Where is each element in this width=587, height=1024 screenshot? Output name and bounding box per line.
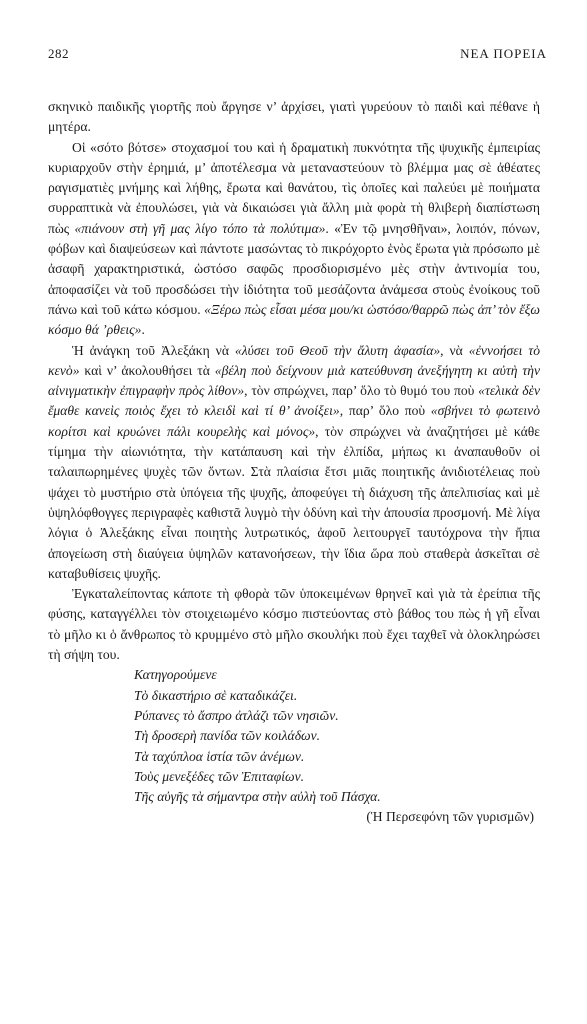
quoted-phrase: «πιάνουν στὴ γῆ μας λίγο τόπο τὰ πολύτιμα»: [74, 220, 326, 236]
paragraph: [48, 584, 540, 665]
text-run: Οἱ «σότο βότσε» στοχασμοί του καὶ ἡ δραματικὴ πυκνότητα τῆς ψυχικῆς ἐμπειρίας κυριαρχοῦν στὴν ἐρημιά, μ’ ἀποτέλεσμα νὰ μεταναστεύουν τὸ βλέμμα μας σὲ ἀθέατες ραγισματιὲς μνήμης καὶ λήθης, ἔρωτα καὶ θανάτου, τὶς ὁποῖες καὶ παλεύει μὲ ποιήματα συρραπτικὰ νὰ ἐπουλώσει, γιὰ νὰ δικαιώσει γιὰ ἄλλη μιὰ φορὰ τὴ θλιβερὴ διαπίστωση πὼς: [48, 139, 540, 236]
poem-line: Ρύπανες τὸ ἄσπρο ἀτλάζι τῶν νησιῶν.: [134, 707, 339, 723]
quoted-phrase: «ἐννοήσει τὸ κενὸ»: [48, 342, 540, 378]
quoted-phrase: «Ξέρω πὼς εἶσαι μέσα μου/κι ὡστόσο/θαρρῶ πὼς ἀπ’ τὸν ἔξω κόσμο θά ’ρθεις»: [48, 301, 540, 338]
text-run: , τὸν σπρώχνει νὰ ἀναζητήσει μὲ κάθε τίμημα τὴν αἰωνιότητα, τὴν κατάπαυση καὶ τὴν ἐλπίδα, μήπως κι ἀναπαυθοῦν οἱ ταλαιπωρημένες ψυχὲς τῶν ὄντων. Στὰ πλαίσια ἔτσι μιᾶς ποιητικῆς ἀνιδιοτέλειας ποὺ ψάχει τὸ μυστήριο στὰ ὑπόγεια τῆς ψυχῆς, ἀποφεύγει τὴ διάχυση τῆς ἀπελπισίας καὶ μὲ ὑψηλόφθογγες περιγραφὲς καθιστᾶ λυγμὸ τὴν ὀδύνη καὶ τὴν ἀπουσία προσμονή. Μὲ λίγα λόγια ὁ Ἀλεξάκης εἶναι ποιητὴς λυτρωτικός, ἀφοῦ λειτουργεῖ ταυτόχρονα τὴν ἤπια ἀπογείωση στὴ διαύγεια ὑψηλῶν κατανοήσεων, τὴν ἴδια ὥρα ποὺ σταθερὰ ἀσκεῖται σὲ καταβυθίσεις ψυχῆς.: [48, 423, 540, 581]
text-run: σκηνικὸ παιδικῆς γιορτῆς ποὺ ἄργησε ν’ ἀρχίσει, γιατὶ γυρεύουν τὸ παιδὶ καὶ πέθανε ἡ μητέρα.: [48, 99, 540, 135]
poem-line: Τὸ δικαστήριο σὲ καταδικάζει.: [134, 687, 298, 703]
quoted-phrase: «βέλη ποὺ δείχνουν μιὰ κατεύθυνση ἀνεξήγητη κι αὐτὴ τὴν αἰνιγματικὴν ἐπιγραφὴν πρὸς λίθον»: [48, 362, 541, 399]
quoted-phrase: «τελικὰ δὲν ἔμαθε κανεὶς ποιὸς ἔχει τὸ κλειδὶ καὶ τί θ’ ἀνοίξει»: [48, 383, 540, 419]
paragraph: [48, 138, 540, 341]
paragraph: [48, 97, 540, 138]
page-number: 282: [48, 46, 69, 61]
poem-line: Τῆς αὐγῆς τὰ σήμαντρα στὴν αὐλὴ τοῦ Πάσχα.: [134, 789, 381, 805]
poem-line: Τὰ ταχύπλοα ἱστία τῶν ἀνέμων.: [134, 748, 305, 764]
text-run: καὶ ν’ ἀκολουθήσει τὰ: [79, 362, 215, 378]
text-run: , νὰ: [440, 342, 469, 358]
text-run: .: [141, 322, 145, 338]
poem-source: (Ἡ Περσεφόνη τῶν γυρισμῶν): [366, 809, 534, 825]
poem-excerpt: [134, 665, 540, 807]
quoted-phrase: «λύσει τοῦ Θεοῦ τὴν ἄλυτη ἀφασία»: [234, 342, 441, 358]
poem-line: Τοὺς μενεξέδες τῶν Ἐπιταφίων.: [134, 768, 305, 784]
body-text: [48, 97, 540, 828]
text-run: , παρ’ ὅλο ποὺ: [339, 403, 431, 419]
running-title: ΝΕΑ ΠΟΡΕΙΑ: [460, 46, 547, 61]
text-run: . «Ἐν τῷ μνησθῆναι», λοιπόν, πόνων, φόβων καὶ διαψεύσεων καὶ πάντοτε μασώντας τὸ πικρόχορτο ἑνὸς ἔρωτα γιὰ πρόσωπο μὲ ἀσαφῆ χαρακτηριστικά, ὡστόσο σαφῶς προσδιορισμένο μὲς στὴν ἀντινομία του, ἀποφασίζει νὰ τοῦ προσδώσει τὴν ἰδιότητα τοῦ μεσάζοντα ἀνάμεσα στοὺς ἐνοίκους τοῦ πάνω καὶ τοῦ κάτω κόσμου.: [48, 220, 540, 317]
poem-line: Τὴ δροσερὴ πανίδα τῶν κοιλάδων.: [134, 728, 321, 744]
text-run: Ἡ ἀνάγκη τοῦ Ἀλεξάκη νὰ: [72, 342, 235, 358]
paragraph: [48, 341, 540, 585]
page-header: [48, 46, 547, 66]
poem-line: Κατηγορούμενε: [134, 667, 217, 683]
text-run: Ἐγκαταλείποντας κάποτε τὴ φθορὰ τῶν ὑποκειμένων θρηνεῖ καὶ γιὰ τὰ ἐρείπια τῆς φύσης, καταγγέλλει τὸν στοιχειωμένο κόσμο πιστεύοντας στὸ βάθος του πὼς ἡ γῆ εἶναι τὸ μῆλο κι ὁ ἄνθρωπος τὸ κρυμμένο στὸ μῆλο σκουλήκι ποὺ ἔχει ταχθεῖ νὰ ὁλοκληρώσει τὴ σήψη του.: [48, 586, 540, 663]
quoted-phrase: «σβήνει τὸ φωτεινὸ κορίτσι καὶ κρυώνει πάλι κουρελὴς καὶ μόνος»: [48, 403, 540, 439]
text-run: , τὸν σπρώχνει, παρ’ ὅλο τὸ θυμό του ποὺ: [244, 383, 479, 399]
